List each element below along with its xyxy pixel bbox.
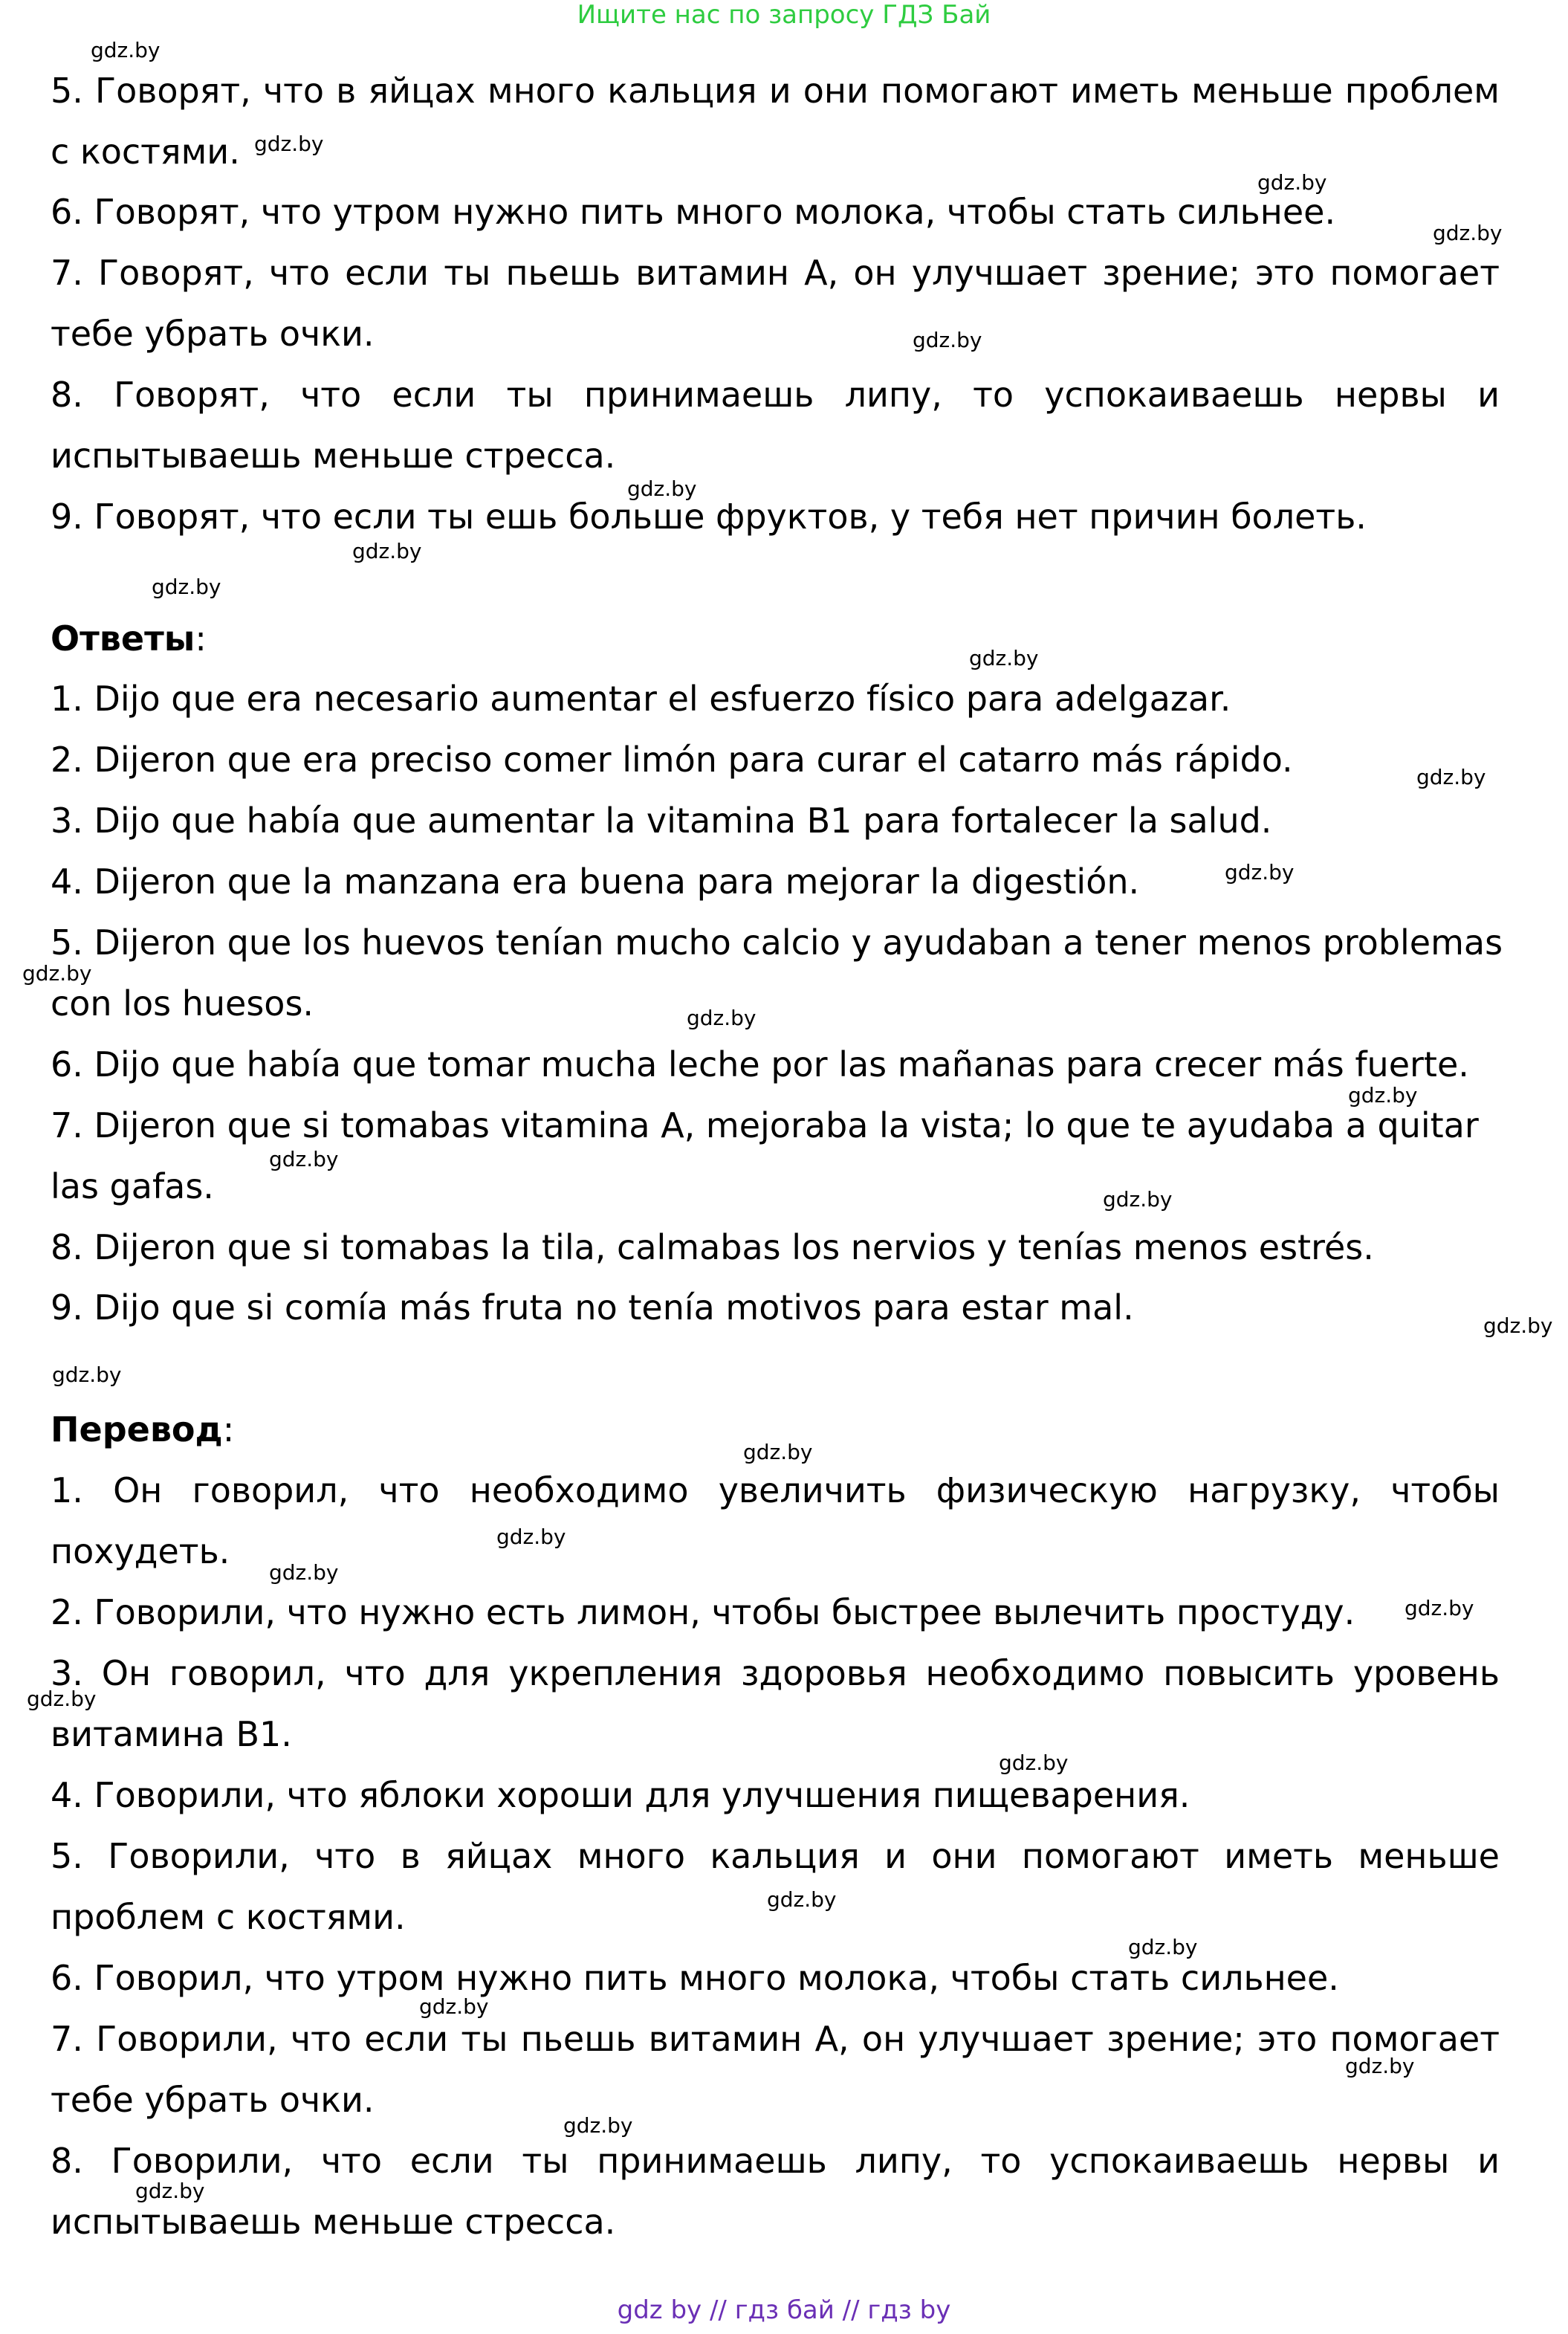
answer-4: 4. Dijeron que la manzana era buena para mejorar la digestión. — [51, 861, 1140, 902]
answers-heading-colon: : — [195, 618, 207, 659]
answer-2: 2. Dijeron que era preciso comer limón para curar el catarro más rápido. — [51, 740, 1293, 780]
watermark: gdz.by — [135, 2179, 205, 2203]
watermark: gdz.by — [743, 1440, 813, 1464]
watermark: gdz.by — [27, 1687, 97, 1711]
ru-item-7-line-2: тебе убрать очки. — [51, 314, 375, 354]
ru-item-8-line-2: испытываешь меньше стресса. — [51, 436, 616, 476]
watermark: gdz.by — [22, 961, 92, 986]
translation-8-line-1: 8. Говорили, что если ты принимаешь липу, то успокаиваешь нервы и — [51, 2141, 1500, 2181]
watermark: gdz.by — [91, 38, 161, 62]
translation-1-line-1: 1. Он говорил, что необходимо увеличить физическую нагрузку, чтобы — [51, 1470, 1500, 1510]
translation-8-line-2: испытываешь меньше стресса. — [51, 2202, 616, 2242]
watermark: gdz.by — [419, 1994, 489, 2019]
translation-7-line-1: 7. Говорили, что если ты пьешь витамин А, он улучшает зрение; это помогает — [51, 2019, 1500, 2059]
ru-item-6: 6. Говорят, что утром нужно пить много молока, чтобы стать сильнее. — [51, 192, 1336, 232]
watermark: gdz.by — [1348, 1083, 1418, 1108]
answers-heading — [51, 616, 1500, 661]
watermark: gdz.by — [269, 1560, 339, 1585]
answer-8: 8. Dijeron que si tomabas la tila, calmabas los nervios y tenías menos estrés. — [51, 1227, 1374, 1267]
watermark: gdz.by — [999, 1750, 1069, 1775]
watermark: gdz.by — [687, 1006, 757, 1030]
translation-5-line-2: проблем с костями. — [51, 1897, 406, 1937]
translation-2: 2. Говорили, что нужно есть лимон, чтобы быстрее вылечить простуду. — [51, 1592, 1355, 1632]
watermark: gdz.by — [152, 575, 221, 599]
answer-5-line-1: 5. Dijeron que los huevos tenían mucho calcio y ayudaban a tener menos problemas — [51, 922, 1503, 963]
translation-3-line-1: 3. Он говорил, что для укрепления здоровья необходимо повысить уровень — [51, 1653, 1500, 1693]
watermark: gdz.by — [352, 539, 422, 563]
answer-3: 3. Dijo que había que aumentar la vitamina B1 para fortalecer la salud. — [51, 801, 1272, 841]
footer-links[interactable]: gdz by // гдз бай // гдз by — [617, 2295, 951, 2325]
watermark: gdz.by — [52, 1362, 122, 1387]
translation-5-line-1: 5. Говорили, что в яйцах много кальция и они помогают иметь меньше — [51, 1836, 1500, 1876]
watermark: gdz.by — [563, 2113, 633, 2138]
translation-3-line-2: витамина В1. — [51, 1714, 292, 1754]
translation-1-line-2: похудеть. — [51, 1531, 230, 1571]
translation-heading-colon: : — [222, 1409, 235, 1449]
search-banner: Ищите нас по запросу ГДЗ Бай — [577, 0, 991, 30]
watermark: gdz.by — [254, 132, 324, 156]
ru-item-7-line-1: 7. Говорят, что если ты пьешь витамин А, он улучшает зрение; это помогает — [51, 253, 1500, 293]
watermark: gdz.by — [1225, 860, 1295, 885]
watermark: gdz.by — [1257, 170, 1327, 195]
answers-heading-text: Ответы — [51, 618, 195, 659]
ru-item-5-line-1: 5. Говорят, что в яйцах много кальция и они помогают иметь меньше проблем — [51, 71, 1500, 111]
watermark: gdz.by — [969, 646, 1039, 670]
watermark: gdz.by — [767, 1887, 837, 1912]
answer-7-line-1: 7. Dijeron que si tomabas vitamina A, mejoraba la vista; lo que te ayudaba a quitar — [51, 1105, 1479, 1145]
watermark: gdz.by — [269, 1147, 339, 1171]
watermark: gdz.by — [1483, 1313, 1553, 1338]
answer-6: 6. Dijo que había que tomar mucha leche por las mañanas para crecer más fuerte. — [51, 1044, 1469, 1084]
translation-6: 6. Говорил, что утром нужно пить много молока, чтобы стать сильнее. — [51, 1958, 1339, 1998]
watermark: gdz.by — [913, 328, 982, 352]
watermark: gdz.by — [1416, 765, 1486, 789]
translation-heading-text: Перевод — [51, 1409, 223, 1449]
watermark: gdz.by — [1345, 2054, 1415, 2078]
watermark: gdz.by — [496, 1525, 566, 1549]
ru-item-9: 9. Говорят, что если ты ешь больше фруктов, у тебя нет причин болеть. — [51, 497, 1367, 537]
watermark: gdz.by — [1405, 1596, 1474, 1620]
translation-7-line-2: тебе убрать очки. — [51, 2080, 375, 2120]
watermark: gdz.by — [627, 476, 697, 501]
answer-7-line-2: las gafas. — [51, 1166, 214, 1206]
watermark: gdz.by — [1128, 1935, 1198, 1959]
watermark: gdz.by — [1433, 221, 1503, 245]
watermark: gdz.by — [1103, 1187, 1173, 1212]
translation-4: 4. Говорили, что яблоки хороши для улучшения пищеварения. — [51, 1775, 1190, 1815]
answer-5-line-2: con los huesos. — [51, 983, 314, 1024]
answer-9: 9. Dijo que si comía más fruta no tenía motivos para estar mal. — [51, 1287, 1134, 1328]
ru-item-5-line-2: с костями. — [51, 132, 240, 172]
answer-1: 1. Dijo que era necesario aumentar el esfuerzo físico para adelgazar. — [51, 679, 1231, 719]
ru-item-8-line-1: 8. Говорят, что если ты принимаешь липу, то успокаиваешь нервы и — [51, 375, 1500, 415]
